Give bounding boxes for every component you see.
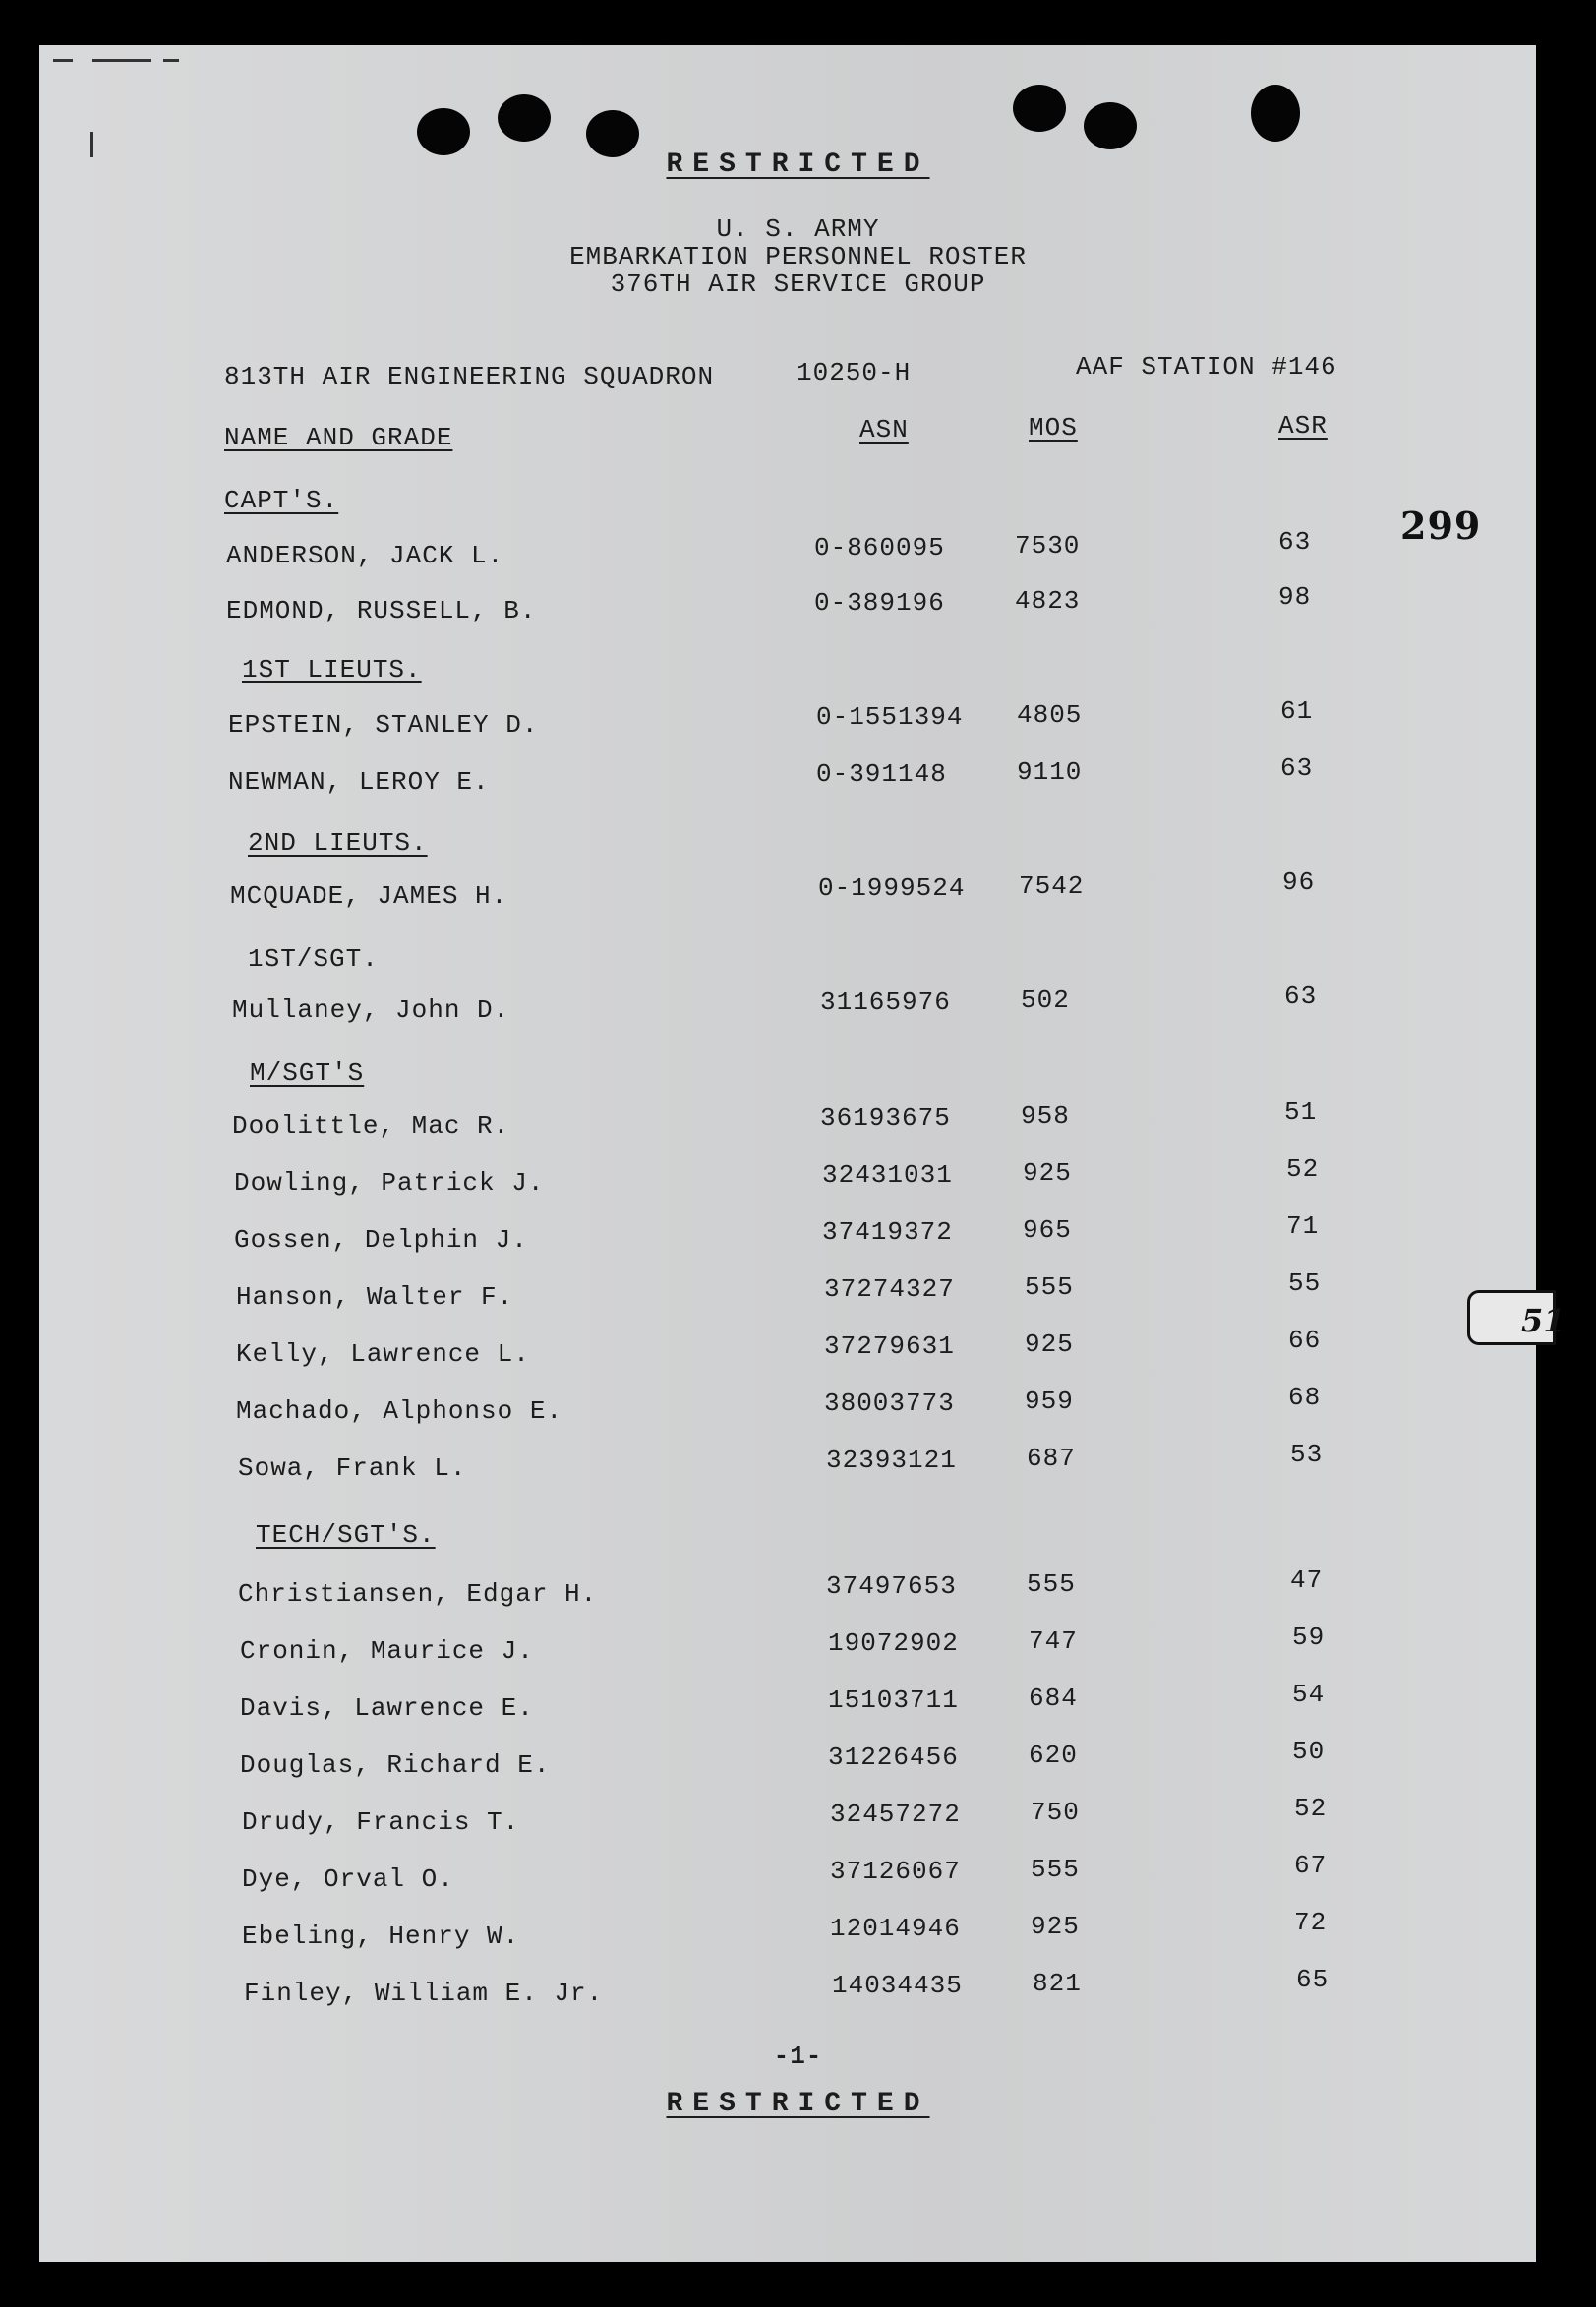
roster-asr: 51 [1284, 1097, 1318, 1127]
roster-name: MCQUADE, JAMES H. [230, 881, 508, 911]
roster-asn: 32431031 [822, 1160, 953, 1190]
roster-mos: 687 [1027, 1444, 1076, 1473]
roster-asn: 36193675 [820, 1103, 951, 1133]
roster-mos: 9110 [1017, 757, 1083, 787]
roster-asn: 15103711 [828, 1686, 959, 1715]
roster-asn: 0-391148 [816, 759, 947, 789]
unit-code: 10250-H [797, 358, 912, 387]
station-number: AAF STATION #146 [1076, 352, 1337, 382]
title-line-roster: EMBARKATION PERSONNEL ROSTER [569, 242, 1027, 271]
roster-asn: 37126067 [830, 1857, 961, 1886]
roster-mos: 555 [1031, 1855, 1080, 1884]
top-restricted-marking: RESTRICTED [666, 149, 930, 180]
title-line-army: U. S. ARMY [716, 214, 880, 244]
roster-name: Gossen, Delphin J. [234, 1225, 528, 1255]
column-header-asr: ASR [1278, 411, 1328, 441]
roster-asr: 63 [1280, 753, 1314, 783]
roster-mos: 821 [1033, 1969, 1082, 1998]
punch-hole [1013, 85, 1066, 132]
roster-asr: 54 [1292, 1680, 1326, 1709]
roster-asn: 0-389196 [814, 588, 945, 618]
roster-asr: 96 [1282, 867, 1316, 897]
roster-mos: 750 [1031, 1798, 1080, 1827]
grade-heading: CAPT'S. [224, 486, 339, 515]
roster-name: Drudy, Francis T. [242, 1807, 520, 1837]
roster-name: Douglas, Richard E. [240, 1750, 551, 1780]
roster-mos: 4805 [1017, 700, 1083, 730]
roster-mos: 684 [1029, 1684, 1078, 1713]
roster-asn: 32393121 [826, 1446, 957, 1475]
roster-asn: 0-1999524 [818, 873, 966, 903]
punch-hole [1084, 102, 1137, 149]
roster-name: Kelly, Lawrence L. [236, 1339, 530, 1369]
roster-asr: 52 [1286, 1154, 1320, 1184]
roster-asr: 53 [1290, 1440, 1324, 1469]
roster-mos: 7530 [1015, 531, 1081, 561]
roster-name: Doolittle, Mac R. [232, 1111, 510, 1141]
grade-heading: TECH/SGT'S. [256, 1520, 436, 1550]
roster-asr: 61 [1280, 696, 1314, 726]
column-header-mos: MOS [1029, 413, 1078, 443]
corner-mark [53, 53, 191, 67]
roster-asn: 0-1551394 [816, 702, 964, 732]
roster-asn: 14034435 [832, 1971, 963, 2000]
roster-asn: 37497653 [826, 1571, 957, 1601]
roster-name: Hanson, Walter F. [236, 1282, 514, 1312]
roster-asn: 37419372 [822, 1217, 953, 1247]
roster-name: Ebeling, Henry W. [242, 1922, 520, 1951]
roster-name: Mullaney, John D. [232, 995, 510, 1025]
title-line-group: 376TH AIR SERVICE GROUP [610, 269, 986, 299]
roster-asr: 66 [1288, 1326, 1322, 1355]
roster-name: Dye, Orval O. [242, 1864, 454, 1894]
roster-asr: 65 [1296, 1965, 1330, 1994]
roster-name: Finley, William E. Jr. [244, 1979, 604, 2008]
roster-mos: 925 [1023, 1158, 1072, 1188]
roster-asr: 47 [1290, 1566, 1324, 1595]
punch-hole [417, 108, 470, 155]
page-stamp: 299 [1400, 503, 1482, 548]
column-header-name: NAME AND GRADE [224, 423, 453, 452]
roster-asn: 19072902 [828, 1628, 959, 1658]
column-header-asn: ASN [859, 415, 909, 444]
roster-mos: 965 [1023, 1215, 1072, 1245]
roster-asn: 37274327 [824, 1274, 955, 1304]
roster-name: Machado, Alphonso E. [236, 1396, 563, 1426]
roster-mos: 925 [1031, 1912, 1080, 1941]
roster-asn: 31165976 [820, 987, 951, 1017]
roster-name: Dowling, Patrick J. [234, 1168, 545, 1198]
roster-name: Sowa, Frank L. [238, 1453, 467, 1483]
roster-asr: 68 [1288, 1383, 1322, 1412]
page-number: -1- [773, 2041, 823, 2071]
roster-asr: 50 [1292, 1737, 1326, 1766]
roster-name: Davis, Lawrence E. [240, 1693, 534, 1723]
roster-mos: 747 [1029, 1627, 1078, 1656]
roster-name: Christiansen, Edgar H. [238, 1579, 598, 1609]
roster-mos: 502 [1021, 985, 1070, 1015]
roster-asn: 31226456 [828, 1743, 959, 1772]
roster-mos: 958 [1021, 1101, 1070, 1131]
roster-asr: 52 [1294, 1794, 1328, 1823]
tab-number: 51 [1521, 1302, 1566, 1339]
roster-asn: 37279631 [824, 1331, 955, 1361]
grade-heading: 2ND LIEUTS. [248, 828, 428, 858]
roster-name: Cronin, Maurice J. [240, 1636, 534, 1666]
roster-asn: 38003773 [824, 1389, 955, 1418]
punch-hole [1251, 85, 1300, 142]
roster-asr: 71 [1286, 1212, 1320, 1241]
roster-asn: 32457272 [830, 1800, 961, 1829]
grade-heading: 1ST LIEUTS. [242, 655, 422, 684]
unit-name: 813TH AIR ENGINEERING SQUADRON [224, 362, 715, 391]
punch-hole [498, 94, 551, 142]
roster-mos: 959 [1025, 1387, 1074, 1416]
grade-heading: 1ST/SGT. [248, 944, 379, 974]
roster-name: EPSTEIN, STANLEY D. [228, 710, 539, 739]
bottom-restricted-marking: RESTRICTED [666, 2089, 930, 2119]
roster-asr: 63 [1284, 981, 1318, 1011]
roster-asr: 72 [1294, 1908, 1328, 1937]
roster-asn: 0-860095 [814, 533, 945, 562]
roster-asr: 98 [1278, 582, 1312, 612]
roster-name: ANDERSON, JACK L. [226, 541, 504, 570]
roster-name: EDMOND, RUSSELL, B. [226, 596, 537, 625]
grade-heading: M/SGT'S [250, 1058, 365, 1088]
roster-mos: 4823 [1015, 586, 1081, 616]
side-tab [1467, 1290, 1566, 1345]
roster-asr: 67 [1294, 1851, 1328, 1880]
roster-asn: 12014946 [830, 1914, 961, 1943]
roster-asr: 55 [1288, 1269, 1322, 1298]
roster-asr: 59 [1292, 1623, 1326, 1652]
roster-mos: 7542 [1019, 871, 1085, 901]
roster-asr: 63 [1278, 527, 1312, 557]
roster-mos: 555 [1025, 1272, 1074, 1302]
roster-name: NEWMAN, LEROY E. [228, 767, 490, 797]
roster-mos: 620 [1029, 1741, 1078, 1770]
roster-mos: 555 [1027, 1569, 1076, 1599]
roster-mos: 925 [1025, 1330, 1074, 1359]
